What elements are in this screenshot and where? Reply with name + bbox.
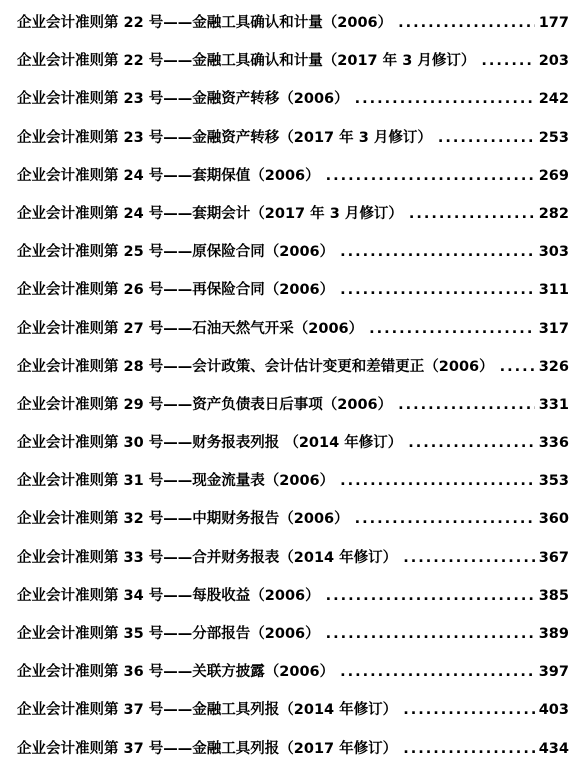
table-of-contents — [17, 4, 569, 768]
toc-entry[interactable] — [17, 653, 569, 691]
toc-leader-dots — [409, 195, 535, 233]
toc-entry-page: 353 — [538, 473, 569, 490]
toc-entry[interactable] — [17, 691, 569, 729]
toc-entry[interactable] — [17, 539, 569, 577]
toc-entry-page: 360 — [538, 511, 569, 528]
toc-entry-page: 326 — [538, 358, 569, 375]
toc-entry[interactable] — [17, 195, 569, 233]
toc-entry-page: 385 — [538, 587, 569, 604]
toc-leader-dots — [340, 653, 535, 691]
toc-entry-page: 434 — [538, 740, 569, 757]
toc-entry-page: 303 — [538, 244, 569, 261]
toc-entry[interactable] — [17, 500, 569, 538]
toc-entry-title: 企业会计准则第 29 号——资产负债表日后事项（2006） — [17, 396, 393, 413]
toc-entry[interactable] — [17, 271, 569, 309]
toc-leader-dots — [500, 348, 535, 386]
toc-entry-page: 253 — [538, 129, 569, 146]
toc-entry[interactable] — [17, 4, 569, 42]
toc-leader-dots — [481, 42, 534, 80]
toc-leader-dots — [438, 119, 535, 157]
toc-leader-dots — [340, 462, 535, 500]
toc-entry[interactable] — [17, 42, 569, 80]
toc-entry-title: 企业会计准则第 31 号——现金流量表（2006） — [17, 473, 335, 490]
toc-leader-dots — [403, 539, 535, 577]
toc-leader-dots — [340, 233, 535, 271]
toc-entry-title: 企业会计准则第 27 号——石油天然气开采（2006） — [17, 320, 364, 337]
toc-leader-dots — [403, 730, 535, 768]
toc-entry-title: 企业会计准则第 30 号——财务报表列报 （2014 年修订） — [17, 435, 403, 452]
toc-entry-title: 企业会计准则第 22 号——金融工具确认和计量（2006） — [17, 15, 393, 31]
toc-entry[interactable] — [17, 577, 569, 615]
toc-entry[interactable] — [17, 157, 569, 195]
toc-entry-page: 389 — [538, 626, 569, 642]
toc-entry-page: 336 — [538, 435, 569, 452]
toc-leader-dots — [369, 310, 535, 348]
toc-entry-title: 企业会计准则第 22 号——金融工具确认和计量（2017 年 3 月修订） — [17, 53, 476, 70]
toc-leader-dots — [398, 4, 535, 42]
toc-entry-page: 282 — [538, 205, 569, 222]
toc-leader-dots — [355, 80, 535, 118]
toc-entry-title: 企业会计准则第 36 号——关联方披露（2006） — [17, 664, 335, 681]
toc-entry-title: 企业会计准则第 24 号——套期会计（2017 年 3 月修订） — [17, 205, 403, 222]
toc-entry-title: 企业会计准则第 34 号——每股收益（2006） — [17, 587, 320, 604]
toc-entry-page: 269 — [538, 167, 569, 184]
toc-leader-dots — [355, 500, 535, 538]
toc-entry[interactable] — [17, 424, 569, 462]
toc-entry[interactable] — [17, 119, 569, 157]
toc-entry-title: 企业会计准则第 24 号——套期保值（2006） — [17, 167, 320, 184]
toc-entry-page: 367 — [538, 549, 569, 566]
toc-entry-page: 397 — [538, 664, 569, 681]
toc-leader-dots — [398, 386, 535, 424]
toc-entry-title: 企业会计准则第 23 号——金融资产转移（2006） — [17, 91, 349, 108]
toc-entry-title: 企业会计准则第 37 号——金融工具列报（2014 年修订） — [17, 702, 398, 719]
toc-entry[interactable] — [17, 310, 569, 348]
toc-leader-dots — [340, 271, 535, 309]
toc-entry-title: 企业会计准则第 28 号——会计政策、会计估计变更和差错更正（2006） — [17, 358, 494, 375]
toc-entry-page: 242 — [538, 91, 569, 108]
toc-entry-title: 企业会计准则第 23 号——金融资产转移（2017 年 3 月修订） — [17, 129, 432, 146]
toc-entry-page: 177 — [538, 15, 569, 31]
toc-entry-title: 企业会计准则第 26 号——再保险合同（2006） — [17, 282, 335, 299]
toc-entry[interactable] — [17, 233, 569, 271]
toc-leader-dots — [326, 577, 535, 615]
toc-leader-dots — [403, 691, 535, 729]
toc-entry-page: 203 — [538, 53, 569, 70]
toc-entry-title: 企业会计准则第 35 号——分部报告（2006） — [17, 626, 320, 642]
toc-entry-page: 331 — [538, 396, 569, 413]
toc-leader-dots — [326, 615, 535, 653]
toc-entry-title: 企业会计准则第 25 号——原保险合同（2006） — [17, 244, 335, 261]
toc-entry[interactable] — [17, 348, 569, 386]
toc-entry[interactable] — [17, 386, 569, 424]
toc-entry-page: 311 — [538, 282, 569, 299]
toc-entry[interactable] — [17, 462, 569, 500]
toc-entry[interactable] — [17, 730, 569, 768]
toc-entry-page: 317 — [538, 320, 569, 337]
toc-entry-title: 企业会计准则第 33 号——合并财务报表（2014 年修订） — [17, 549, 398, 566]
toc-leader-dots — [408, 424, 534, 462]
toc-leader-dots — [326, 157, 535, 195]
toc-entry[interactable] — [17, 80, 569, 118]
toc-entry-title: 企业会计准则第 32 号——中期财务报告（2006） — [17, 511, 349, 528]
toc-entry[interactable] — [17, 615, 569, 653]
toc-entry-page: 403 — [538, 702, 569, 719]
toc-entry-title: 企业会计准则第 37 号——金融工具列报（2017 年修订） — [17, 740, 398, 757]
